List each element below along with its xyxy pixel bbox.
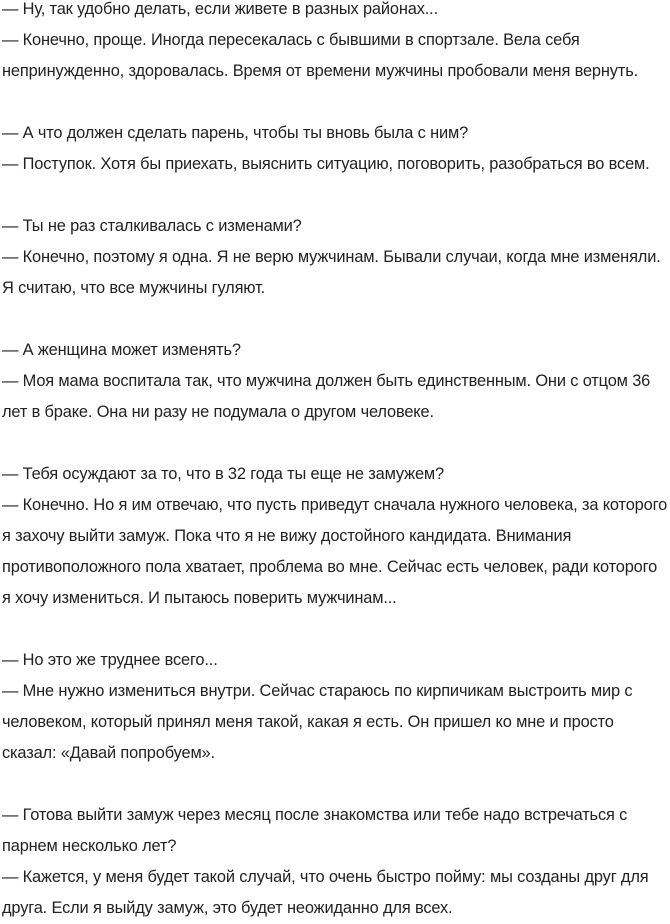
answer-text: — Конечно, проще. Иногда пересекалась с бывшими в спортзале. Вела себя непринужденно, здоровалась. Время от времени мужчины пробовали меня вернуть. xyxy=(2,31,638,80)
paragraph-5 xyxy=(2,459,670,614)
question-text: — Ну, так удобно делать, если живете в разных районах... xyxy=(2,0,438,18)
question-text: — Но это же труднее всего... xyxy=(2,651,218,669)
question-text: — Готова выйти замуж через месяц после знакомства или тебе надо встречаться с парнем несколько лет? xyxy=(2,806,628,855)
paragraph-2 xyxy=(2,118,670,180)
question-text: — А что должен сделать парень, чтобы ты вновь была с ним? xyxy=(2,124,469,142)
answer-text: — Мне нужно измениться внутри. Сейчас стараюсь по кирпичикам выстроить мир с человеком, который принял меня такой, какая я есть. Он пришел ко мне и просто сказал: «Давай попробуем». xyxy=(2,682,633,762)
paragraph-4 xyxy=(2,335,670,428)
paragraph-7 xyxy=(2,800,670,924)
question-text: — А женщина может изменять? xyxy=(2,341,241,359)
paragraph-1 xyxy=(2,0,670,87)
question-text: — Ты не раз сталкивалась с изменами? xyxy=(2,217,302,235)
answer-text: — Конечно. Но я им отвечаю, что пусть приведут сначала нужного человека, за которого я захочу выйти замуж. Пока что я не вижу достойного кандидата. Внимания противоположного пола хватает, проблема во мне. Сейчас есть человек, ради которого я хочу измениться. И пытаюсь поверить мужчинам... xyxy=(2,496,668,607)
paragraph-3 xyxy=(2,211,670,304)
paragraph-6 xyxy=(2,645,670,769)
answer-text: — Кажется, у меня будет такой случай, что очень быстро пойму: мы созданы друг для друга. Если я выйду замуж, это будет неожиданно для всех. xyxy=(2,868,649,917)
answer-text: — Поступок. Хотя бы приехать, выяснить ситуацию, поговорить, разобраться во всем. xyxy=(2,155,650,173)
answer-text: — Конечно, поэтому я одна. Я не верю мужчинам. Бывали случаи, когда мне изменяли. Я считаю, что все мужчины гуляют. xyxy=(2,248,661,297)
question-text: — Тебя осуждают за то, что в 32 года ты еще не замужем? xyxy=(2,465,444,483)
answer-text: — Моя мама воспитала так, что мужчина должен быть единственным. Они с отцом 36 лет в браке. Она ни разу не подумала о другом человеке. xyxy=(2,372,651,421)
